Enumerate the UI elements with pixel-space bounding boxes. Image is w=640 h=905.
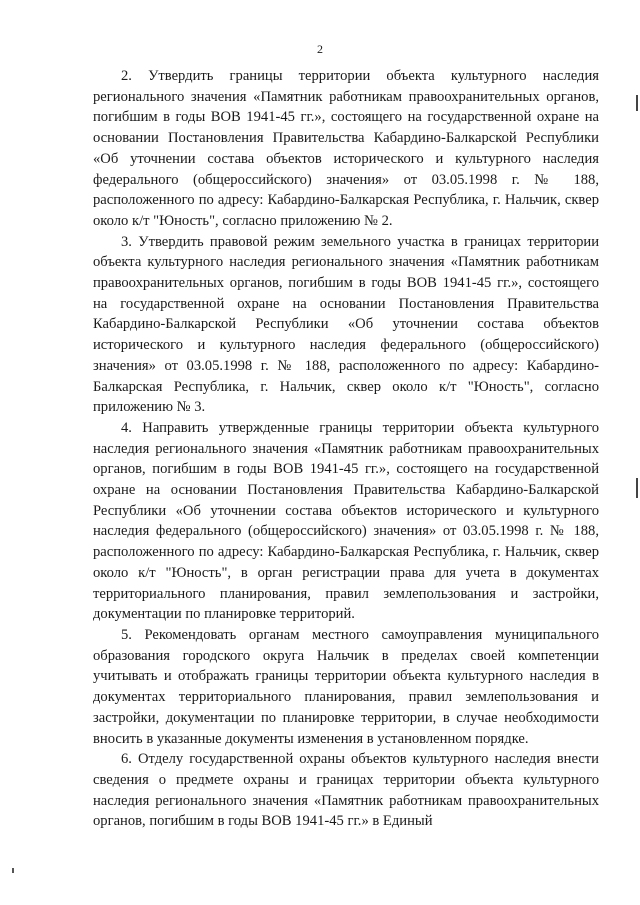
paragraph-5: 5. Рекомендовать органам местного самоуправления муниципального образования городского округа Нальчик в пределах своей компетенции учитывать и отображать границы территории объекта культурного наследия в документах территориального планирования, правил землепользования и застройки, документации по планировке территории, в случае необходимости вносить в указанные документы изменения в установленном порядке. <box>93 626 599 747</box>
scan-edge-mark <box>12 868 14 873</box>
document-body <box>93 66 599 832</box>
paragraph-4: 4. Направить утвержденные границы территории объекта культурного наследия регионального значения «Памятник работникам правоохранительных органов, погибшим в годы ВОВ 1941-45 гг.», состоящего на государственной охране на основании Постановления Правительства Кабардино-Балкарской Республики «Об уточнении состава объектов исторического и культурного наследия федерального (общероссийского) значения» от 03.05.1998 г. № 188, расположенного по адресу: Кабардино-Балкарская Республика, г. Нальчик, сквер около к/т "Юность", в орган регистрации права для учета в документах территориального планирования, правил землепользования и застройки, документации по планировке территорий. <box>93 419 599 623</box>
scan-edge-mark <box>636 95 638 111</box>
paragraph-2: 2. Утвердить границы территории объекта культурного наследия регионального значения «Памятник работникам правоохранительных органов, погибшим в годы ВОВ 1941-45 гг.», состоящего на государственной охране на основании Постановления Правительства Кабардино-Балкарской Республики «Об уточнении состава объектов исторического и культурного наследия федерального (общероссийского) значения» от 03.05.1998 г. № 188, расположенного по адресу: Кабардино-Балкарская Республика, г. Нальчик, сквер около к/т "Юность", согласно приложению № 2. <box>93 68 599 229</box>
paragraph-3: 3. Утвердить правовой режим земельного участка в границах территории объекта культурного наследия регионального значения «Памятник работникам правоохранительных органов, погибшим в годы ВОВ 1941-45 гг.», состоящего на государственной охране на основании Постановления Правительства Кабардино-Балкарской Республики «Об уточнении состава объектов исторического и культурного наследия федерального (общероссийского) значения» от 03.05.1998 г. № 188, расположенного по адресу: Кабардино-Балкарская Республика, г. Нальчик, сквер около к/т "Юность", согласно приложению № 3. <box>93 233 599 416</box>
scan-edge-mark <box>636 478 638 498</box>
page-number: 2 <box>317 42 323 56</box>
paragraph-6: 6. Отделу государственной охраны объектов культурного наследия внести сведения о предмете охраны и границах территории объекта культурного наследия регионального значения «Памятник работникам правоохранительных органов, погибшим в годы ВОВ 1941-45 гг.» в Единый <box>93 751 599 830</box>
